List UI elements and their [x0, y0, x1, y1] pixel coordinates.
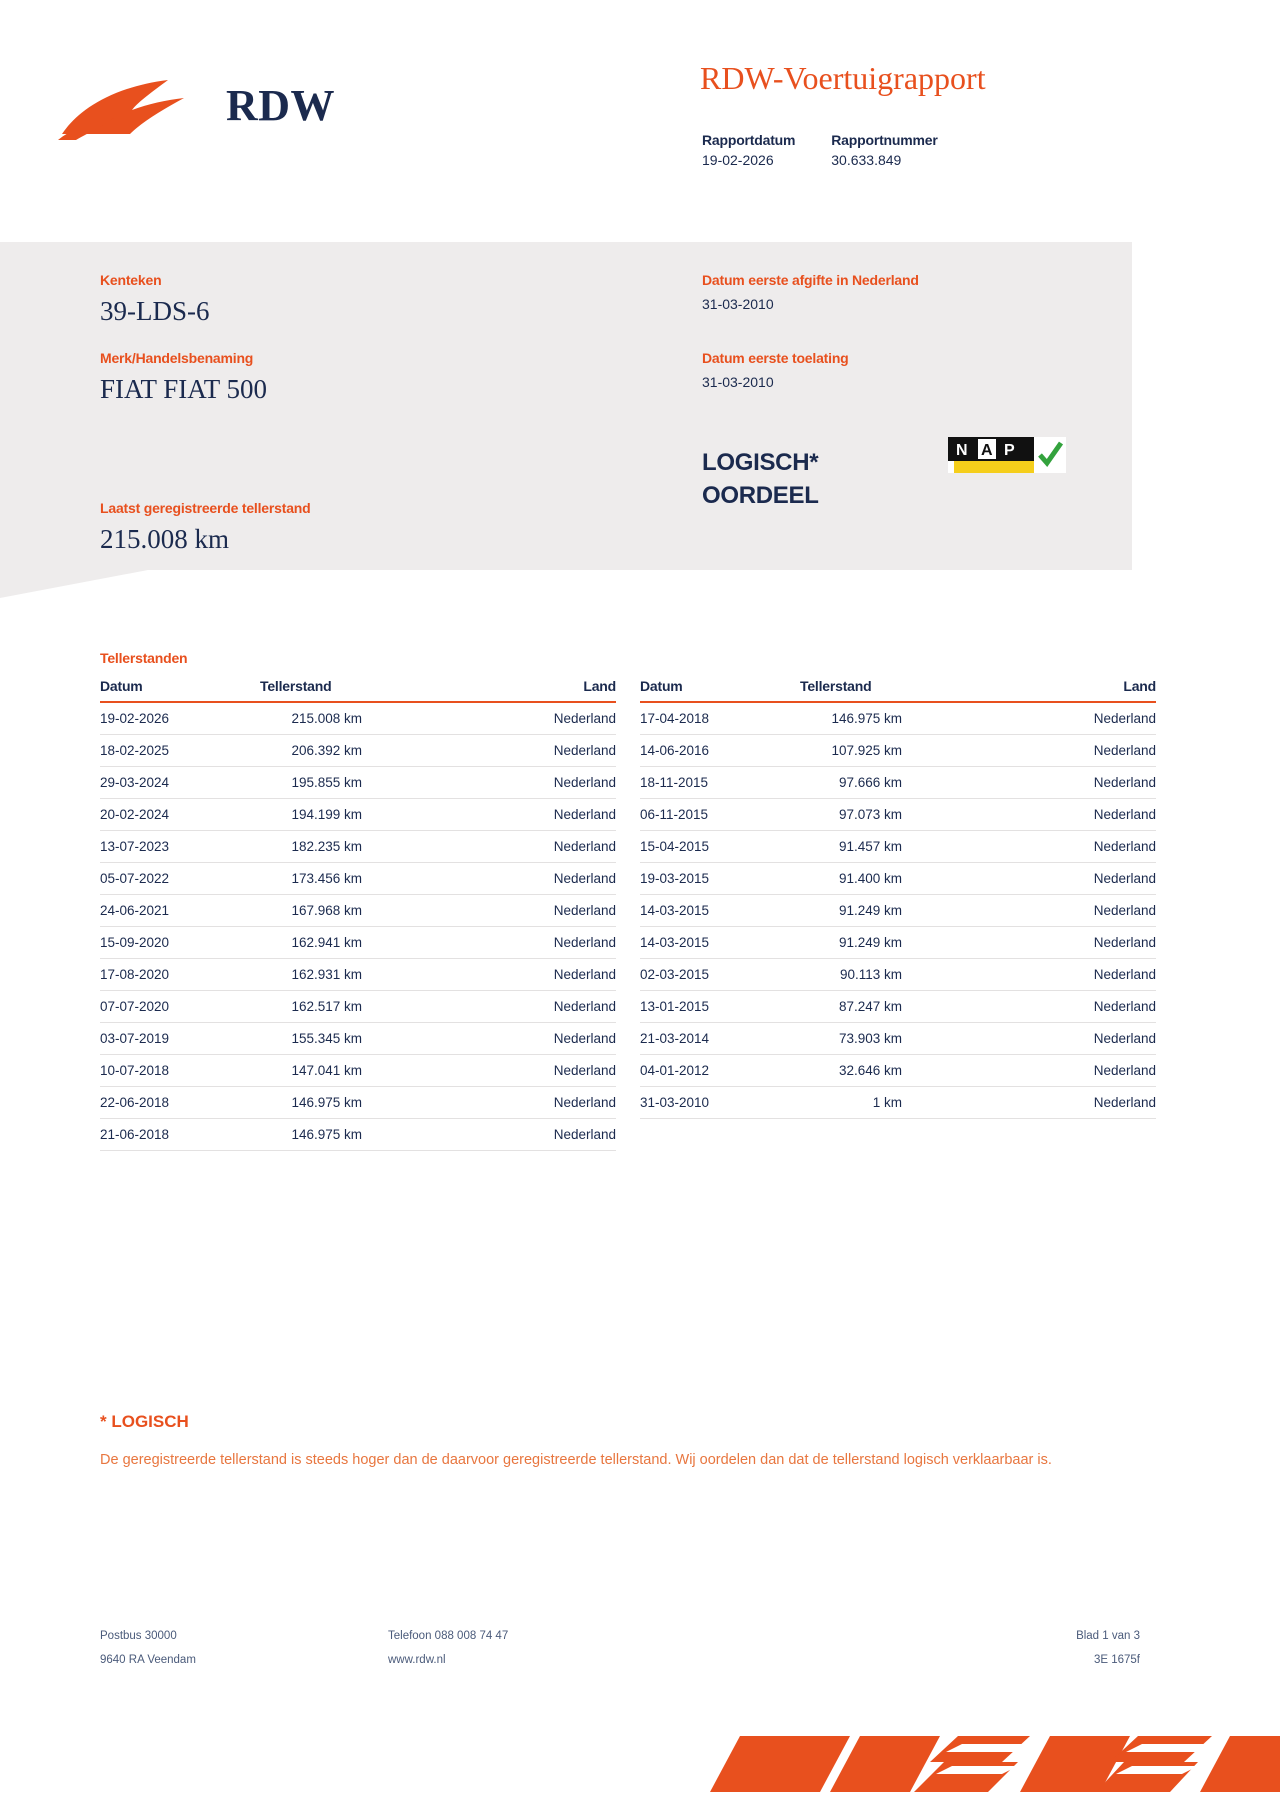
footnote-title: * LOGISCH	[100, 1412, 189, 1431]
cell-country: Nederland	[996, 1055, 1156, 1087]
cell-country: Nederland	[456, 959, 616, 991]
cell-date: 10-07-2018	[100, 1055, 260, 1087]
table-row	[100, 767, 616, 799]
cell-odometer: 162.931 km	[260, 959, 456, 991]
report-date-field	[702, 132, 795, 168]
cell-country: Nederland	[996, 799, 1156, 831]
report-number-value: 30.633.849	[831, 152, 902, 168]
report-number-label: Rapportnummer	[831, 132, 938, 148]
cell-date: 31-03-2010	[640, 1087, 800, 1119]
footer-page-number: Blad 1 van 3	[1076, 1630, 1140, 1642]
rdw-swoosh-logo-icon	[56, 76, 206, 146]
cell-date: 19-03-2015	[640, 863, 800, 895]
cell-date: 13-07-2023	[100, 831, 260, 863]
licence-plate-label: Kenteken	[100, 272, 162, 288]
cell-country: Nederland	[456, 799, 616, 831]
first-admission-value: 31-03-2010	[702, 374, 774, 390]
cell-odometer: 91.457 km	[800, 831, 996, 863]
table-row	[640, 1023, 1156, 1055]
column-header-odometer: Tellerstand	[260, 678, 456, 702]
cell-odometer: 155.345 km	[260, 1023, 456, 1055]
cell-odometer: 90.113 km	[800, 959, 996, 991]
cell-odometer: 91.400 km	[800, 863, 996, 895]
cell-odometer: 87.247 km	[800, 991, 996, 1023]
footer-phone: Telefoon 088 008 74 47	[388, 1630, 509, 1642]
column-header-country: Land	[996, 678, 1156, 702]
table-row	[100, 1055, 616, 1087]
cell-odometer: 173.456 km	[260, 863, 456, 895]
cell-country: Nederland	[996, 767, 1156, 799]
table-row	[640, 895, 1156, 927]
table-row	[100, 991, 616, 1023]
rdw-wordmark: RDW	[226, 81, 336, 130]
table-row	[100, 799, 616, 831]
first-issue-nl-value: 31-03-2010	[702, 296, 774, 312]
cell-country: Nederland	[456, 895, 616, 927]
report-date-value: 19-02-2026	[702, 152, 774, 168]
footer-address	[100, 1630, 196, 1678]
cell-country: Nederland	[996, 1087, 1156, 1119]
table-row	[640, 1055, 1156, 1087]
footer-address-line-1: Postbus 30000	[100, 1630, 177, 1642]
cell-date: 18-02-2025	[100, 735, 260, 767]
footer-address-line-2: 9640 RA Veendam	[100, 1654, 196, 1666]
cell-date: 15-04-2015	[640, 831, 800, 863]
table-row	[640, 959, 1156, 991]
cell-odometer: 73.903 km	[800, 1023, 996, 1055]
cell-country: Nederland	[456, 1023, 616, 1055]
cell-country: Nederland	[456, 991, 616, 1023]
cell-date: 02-03-2015	[640, 959, 800, 991]
cell-date: 21-03-2014	[640, 1023, 800, 1055]
table-row	[640, 767, 1156, 799]
table-row	[100, 1119, 616, 1151]
cell-country: Nederland	[456, 702, 616, 735]
column-header-date: Datum	[100, 678, 260, 702]
footnote-body: De geregistreerde tellerstand is steeds hoger dan de daarvoor geregistreerde tellerstand. Wij oordelen dan dat de tellerstand logisch verklaarbaar is.	[100, 1452, 1052, 1468]
table-row	[100, 702, 616, 735]
cell-odometer: 146.975 km	[800, 702, 996, 735]
table-row	[640, 735, 1156, 767]
odometer-table-left	[100, 678, 616, 1151]
cell-date: 17-08-2020	[100, 959, 260, 991]
cell-date: 17-04-2018	[640, 702, 800, 735]
odometer-table-right	[640, 678, 1156, 1119]
cell-country: Nederland	[456, 767, 616, 799]
cell-odometer: 167.968 km	[260, 895, 456, 927]
first-admission-label: Datum eerste toelating	[702, 350, 849, 366]
table-row	[100, 863, 616, 895]
cell-country: Nederland	[996, 895, 1156, 927]
cell-odometer: 182.235 km	[260, 831, 456, 863]
cell-date: 29-03-2024	[100, 767, 260, 799]
svg-text:A: A	[981, 442, 993, 459]
cell-country: Nederland	[996, 991, 1156, 1023]
cell-country: Nederland	[456, 831, 616, 863]
table-row	[100, 1023, 616, 1055]
cell-odometer: 1 km	[800, 1087, 996, 1119]
footer-doc-code: 3E 1675f	[1093, 1654, 1140, 1666]
footer-decoration-graphic	[700, 1722, 1280, 1810]
table-row	[640, 799, 1156, 831]
cell-date: 14-03-2015	[640, 927, 800, 959]
cell-date: 21-06-2018	[100, 1119, 260, 1151]
cell-country: Nederland	[996, 927, 1156, 959]
table-row	[640, 927, 1156, 959]
cell-odometer: 162.941 km	[260, 927, 456, 959]
table-row	[100, 831, 616, 863]
table-row	[100, 895, 616, 927]
cell-odometer: 146.975 km	[260, 1119, 456, 1151]
column-header-country: Land	[456, 678, 616, 702]
cell-odometer: 147.041 km	[260, 1055, 456, 1087]
cell-date: 13-01-2015	[640, 991, 800, 1023]
make-value: FIAT FIAT 500	[100, 374, 268, 404]
cell-country: Nederland	[456, 927, 616, 959]
column-header-date: Datum	[640, 678, 800, 702]
nap-check-logo-icon	[948, 437, 1066, 479]
cell-date: 04-01-2012	[640, 1055, 800, 1087]
cell-country: Nederland	[456, 863, 616, 895]
table-row	[100, 735, 616, 767]
cell-country: Nederland	[456, 735, 616, 767]
cell-odometer: 97.073 km	[800, 799, 996, 831]
summary-panel-notch	[0, 570, 148, 598]
footer-page-info	[940, 1630, 1140, 1678]
rdw-logo	[56, 40, 356, 150]
verdict-line-2: OORDEEL	[702, 482, 819, 510]
cell-date: 24-06-2021	[100, 895, 260, 927]
licence-plate-value: 39-LDS-6	[100, 296, 210, 326]
cell-date: 19-02-2026	[100, 702, 260, 735]
cell-odometer: 215.008 km	[260, 702, 456, 735]
cell-date: 03-07-2019	[100, 1023, 260, 1055]
cell-country: Nederland	[996, 735, 1156, 767]
cell-country: Nederland	[996, 1023, 1156, 1055]
verdict-badge	[702, 446, 819, 512]
cell-odometer: 91.249 km	[800, 895, 996, 927]
svg-text:N: N	[956, 442, 968, 459]
cell-odometer: 162.517 km	[260, 991, 456, 1023]
cell-date: 15-09-2020	[100, 927, 260, 959]
table-header-row	[100, 678, 616, 702]
cell-country: Nederland	[456, 1087, 616, 1119]
first-issue-nl-label: Datum eerste afgifte in Nederland	[702, 272, 919, 288]
table-row	[640, 1087, 1156, 1119]
cell-country: Nederland	[456, 1055, 616, 1087]
last-odometer-value: 215.008 km	[100, 524, 230, 554]
page-title: RDW-Voertuigrapport	[700, 60, 986, 96]
summary-panel	[0, 242, 1132, 570]
table-header-row	[640, 678, 1156, 702]
cell-country: Nederland	[996, 863, 1156, 895]
cell-odometer: 194.199 km	[260, 799, 456, 831]
table-row	[640, 831, 1156, 863]
cell-odometer: 206.392 km	[260, 735, 456, 767]
cell-country: Nederland	[456, 1119, 616, 1151]
table-row	[100, 959, 616, 991]
verdict-line-1: LOGISCH*	[702, 449, 819, 476]
report-date-label: Rapportdatum	[702, 132, 796, 148]
cell-odometer: 32.646 km	[800, 1055, 996, 1087]
odometer-rows-left	[100, 702, 616, 1151]
cell-odometer: 91.249 km	[800, 927, 996, 959]
table-row	[100, 927, 616, 959]
cell-country: Nederland	[996, 702, 1156, 735]
odometer-rows-right	[640, 702, 1156, 1119]
cell-date: 07-07-2020	[100, 991, 260, 1023]
cell-odometer: 97.666 km	[800, 767, 996, 799]
make-label: Merk/Handelsbenaming	[100, 350, 254, 366]
cell-odometer: 195.855 km	[260, 767, 456, 799]
table-row	[640, 863, 1156, 895]
cell-date: 06-11-2015	[640, 799, 800, 831]
svg-text:P: P	[1004, 442, 1015, 459]
table-row	[100, 1087, 616, 1119]
cell-date: 20-02-2024	[100, 799, 260, 831]
cell-date: 05-07-2022	[100, 863, 260, 895]
cell-country: Nederland	[996, 959, 1156, 991]
table-row	[640, 702, 1156, 735]
report-number-field	[831, 132, 937, 168]
page-footer	[0, 1630, 1280, 1700]
table-row	[640, 991, 1156, 1023]
cell-country: Nederland	[996, 831, 1156, 863]
cell-date: 22-06-2018	[100, 1087, 260, 1119]
odometer-section-title: Tellerstanden	[100, 650, 188, 666]
cell-date: 14-03-2015	[640, 895, 800, 927]
footer-website[interactable]: www.rdw.nl	[388, 1654, 446, 1666]
cell-odometer: 146.975 km	[260, 1087, 456, 1119]
last-odometer-label: Laatst geregistreerde tellerstand	[100, 500, 311, 516]
column-header-odometer: Tellerstand	[800, 678, 996, 702]
footer-contact	[388, 1630, 508, 1678]
cell-date: 14-06-2016	[640, 735, 800, 767]
report-meta	[702, 132, 938, 168]
cell-date: 18-11-2015	[640, 767, 800, 799]
cell-odometer: 107.925 km	[800, 735, 996, 767]
